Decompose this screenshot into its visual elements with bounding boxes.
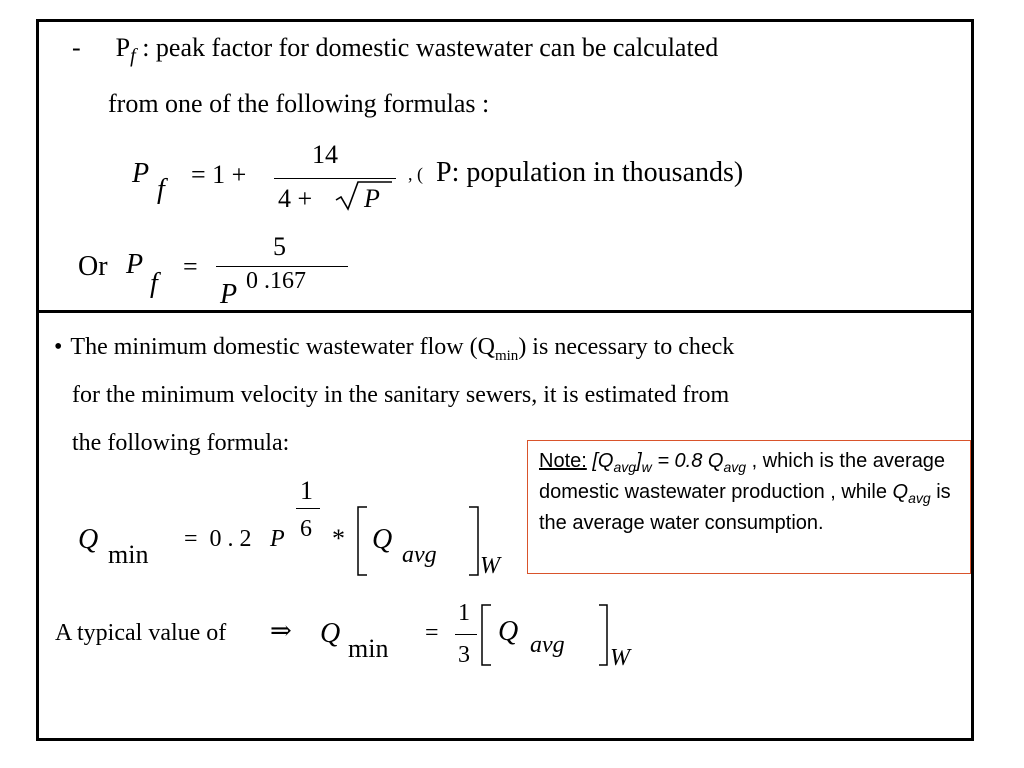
formula2-base: P (220, 279, 238, 310)
formula2-exponent: 0 .167 (246, 268, 306, 294)
formula1-fraction-bar (274, 178, 396, 179)
bottom-line-1 (54, 333, 734, 370)
formula2-numerator: 5 (273, 232, 286, 261)
implies-arrow-icon: ⇒ (270, 616, 292, 645)
formula3-q: Q (372, 524, 393, 555)
dash-bullet: - (72, 33, 81, 62)
formula1-sqrt-content: P (364, 184, 380, 213)
formula2-lhs: P (126, 249, 144, 280)
bottom-line-3: the following formula: (72, 430, 290, 456)
formula3-lhs-sub: min (108, 540, 149, 569)
formula3-exp-den: 6 (300, 516, 312, 542)
formula2-equals: = (183, 252, 198, 281)
typical-lhs: Q (320, 618, 341, 649)
typical-den: 3 (458, 642, 470, 668)
right-bracket-icon (468, 506, 480, 576)
formula3-exp-bar (296, 508, 320, 509)
formula2-fraction-bar (216, 266, 348, 267)
pf-symbol: P (115, 33, 131, 62)
note-text-2: is the average water consumption. (539, 481, 951, 534)
pf-subscript: f (130, 45, 136, 68)
typical-q-sub: avg (530, 632, 565, 658)
note-box (527, 440, 971, 574)
left-bracket-icon (356, 506, 368, 576)
formula1-denominator: 4 + (278, 184, 313, 213)
typical-right-bracket-icon (598, 604, 610, 666)
formula1-numerator: 14 (312, 140, 338, 169)
formula2-lhs-sub: f (150, 268, 158, 299)
note-text-1: , which is the average domestic wastewater production , while (539, 450, 946, 503)
note-formula-b: ] (636, 450, 642, 472)
typical-num: 1 (458, 600, 470, 626)
min-flow-subscript: min (494, 347, 519, 364)
peak-factor-line-2: from one of the following formulas : (108, 89, 490, 118)
note-q: Q (892, 481, 909, 503)
note-q-sub: avg (908, 490, 931, 506)
typical-fraction-bar (455, 634, 477, 635)
note-formula-c: = 0.8 Q (651, 450, 724, 472)
peak-factor-line-1 (72, 33, 718, 71)
formula3-equals: = 0 . 2 (184, 526, 252, 552)
peak-factor-text: : peak factor for domestic wastewater can be calculated (135, 33, 719, 62)
or-label: Or (78, 251, 108, 282)
typical-q: Q (498, 616, 519, 647)
typical-value-label: A typical value of (55, 620, 227, 646)
formula3-w: W (480, 553, 500, 579)
min-flow-text-pre: The minimum domestic wastewater flow (Q (70, 334, 495, 360)
note-formula-a-sub: avg (613, 459, 637, 475)
note-label: Note: (539, 450, 587, 472)
note-formula-b-sub: w (641, 459, 652, 475)
note-formula-a: [Q (592, 450, 614, 472)
formula3-exp-num: 1 (300, 476, 313, 505)
typical-w: W (610, 645, 630, 671)
typical-equals: = (425, 620, 439, 646)
min-flow-text-post: ) is necessary to check (518, 334, 735, 360)
dot-bullet: • (54, 334, 63, 360)
formula3-star: * (332, 524, 345, 553)
formula3-lhs: Q (78, 524, 99, 555)
typical-lhs-sub: min (348, 634, 389, 663)
formula1-comma-paren: , ( (408, 164, 423, 184)
note-formula-c-sub: avg (723, 459, 747, 475)
typical-left-bracket-icon (480, 604, 492, 666)
formula3-q-sub: avg (402, 542, 437, 568)
population-note: P: population in thousands) (436, 157, 744, 188)
formula1-lhs: P (132, 158, 150, 189)
formula3-base: P (270, 526, 285, 552)
note-formula (592, 450, 747, 475)
formula1-lhs-sub: f (157, 174, 165, 205)
bottom-line-2: for the minimum velocity in the sanitary sewers, it is estimated from (72, 382, 730, 408)
formula1-equals: = 1 + (191, 160, 247, 189)
